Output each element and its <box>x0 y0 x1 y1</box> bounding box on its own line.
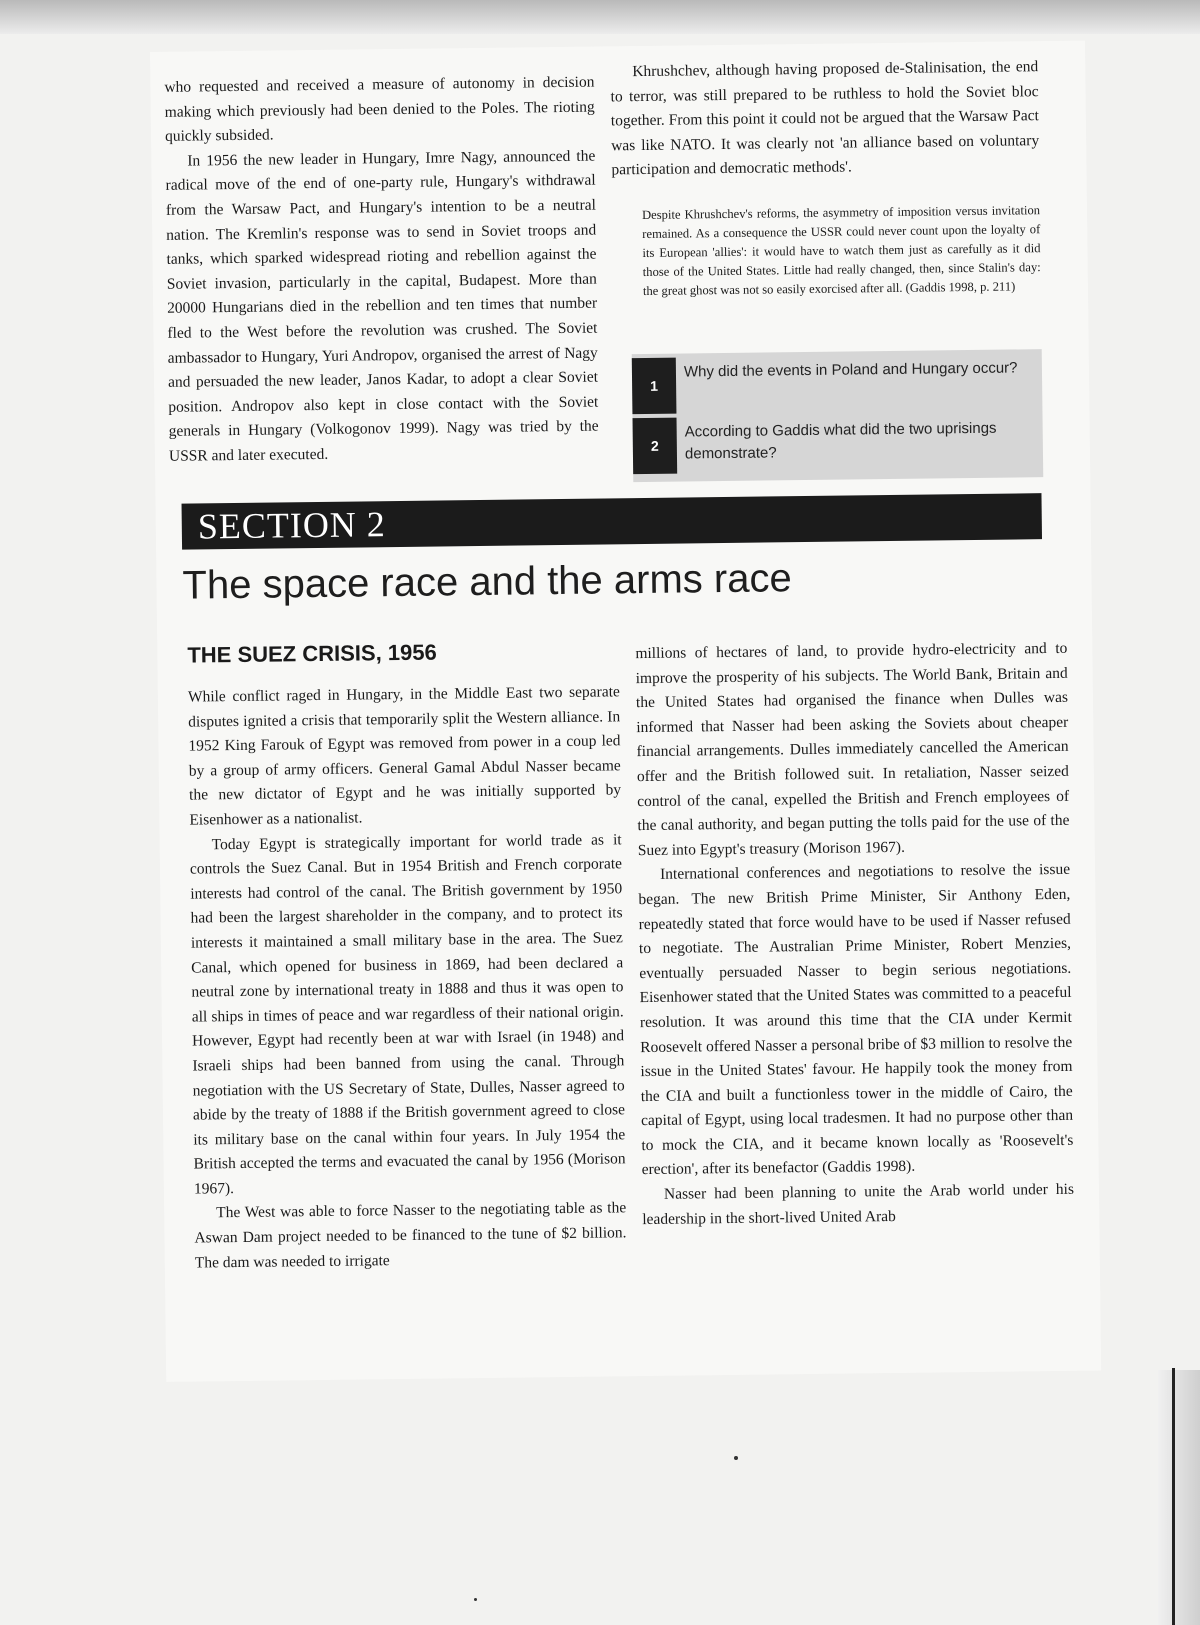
question-text: Why did the events in Poland and Hungary occur? <box>683 359 1018 381</box>
top-left-column <box>164 71 599 470</box>
body-paragraph: In 1956 the new leader in Hungary, Imre Nagy, announced the radical move of the end of one-party rule, Hungary's withdrawal from the Warsaw Pact, and Hungary's intention to be a neutral nation. The Kremlin's response was to send in Soviet troops and tanks, which sparked widespread rioting and rebellion against the Soviet invasion, particularly in the capital, Budapest. More than 20000 Hungarians died in the rebellion and ten times that number fled to the West before the revolution was crushed. The Soviet ambassador to Hungary, Yuri Andropov, organised the arrest of Nagy and persuaded the new leader, Janos Kadar, to adopt a clear Soviet position. Andropov also kept in close contact with the Soviet generals in Hungary (Volkogonov 1999). Nagy was tried by the USSR and later executed. <box>165 147 599 465</box>
bottom-right-column <box>635 637 1074 1232</box>
body-paragraph: The West was able to force Nasser to the negotiating table as the Aswan Dam project needed to be financed to the tune of $2 billion. The dam was needed to irrigate <box>194 1199 627 1272</box>
block-quote: Despite Khrushchev's reforms, the asymmetry of imposition versus invitation remained. As a consequence the USSR could never count upon the loyalty of its European 'allies': it would have to watch them just as carefully as it did those of the United States. Little had really changed, then, since Stalin's day: the great ghost was not so easily exorcised after all. (Gaddis 1998, p. 211) <box>641 203 1041 298</box>
question-box <box>632 349 1044 482</box>
section-label: SECTION 2 <box>197 504 387 547</box>
body-paragraph: While conflict raged in Hungary, in the Middle East two separate disputes ignited a crisis that temporarily split the Western alliance. In 1952 King Farouk of Egypt was removed from power in a coup led by a group of army officers. General Gamal Abdul Nasser became the new dictator of Egypt and he was initially supported by Eisenhower as a nationalist. <box>187 683 622 829</box>
bottom-left-column <box>188 680 627 1275</box>
top-right-column <box>610 55 1039 183</box>
body-paragraph: Nasser had been planning to unite the Arab world under his leadership in the short-lived United Arab <box>642 1180 1075 1228</box>
scan-speck <box>734 1456 738 1460</box>
body-paragraph: International conferences and negotiations to resolve the issue began. The new British Prime Minister, Sir Anthony Eden, repeatedly stated that force would have to be used if Nasser refused to negotiate. The Australian Prime Minister, Robert Menzies, eventually persuaded Nasser to begin serious negotiations. Eisenhower stated that the United States was committed to a peaceful resolution. It was around this time that the CIA under Kermit Roosevelt offered Nasser a personal bribe of $3 million to resolve the issue in the United States' favour. He happily took the money from the CIA and built a functionless tower in the middle of Cairo, the capital of Egypt, using local tradesmen. It had no purpose other than to mock the CIA, and it became known locally as 'Roosevelt's erection', after its benefactor (Gaddis 1998). <box>638 861 1074 1179</box>
question-number: 2 <box>633 418 678 475</box>
question-number: 1 <box>632 358 677 415</box>
book-page <box>150 41 1101 1382</box>
section-banner <box>182 493 1042 550</box>
scan-top-edge <box>0 0 1200 34</box>
question-text: According to Gaddis what did the two uprisings demonstrate? <box>684 419 997 463</box>
section-title: The space race and the arms race <box>182 556 792 608</box>
scan-speck <box>474 1598 477 1601</box>
question-item <box>633 413 1044 478</box>
suez-heading: THE SUEZ CRISIS, 1956 <box>187 639 437 668</box>
question-item <box>632 353 1043 418</box>
body-paragraph: millions of hectares of land, to provide hydro-electricity and to improve the prosperity of his subjects. The World Bank, Britain and the United States had organised the finance when Dulles was informed that Nasser had been asking the Soviets about cheaper financial arrangements. Dulles immediately cancelled the American offer and the British followed suit. In retaliation, Nasser seized control of the canal, expelled the British and French employees of the canal authority, and began putting the tolls paid for the use of the Suez into Egypt's treasury (Morison 1967). <box>635 639 1070 859</box>
body-paragraph: Today Egypt is strategically important for world trade as it controls the Suez Canal. But in 1954 British and French corporate interests had control of the canal. The British government by 1950 had been the largest shareholder in the company, and to protect its interests it maintained a small military base in the area. The Suez Canal, which opened for business in 1869, had been declared a neutral zone by international treaty in 1888 and thus it was open to all ships in times of peace and war regardless of their national origin. However, Egypt had recently been at war with Israel (in 1948) and Israeli ships had been banned from using the canal. Through negotiation with the US Secretary of State, Dulles, Nasser agreed to abide by the treaty of 1888 if the British government agreed to close its military base on the canal within four years. In July 1954 the British accepted the terms and evacuated the canal by 1956 (Morison 1967). <box>189 830 626 1198</box>
body-paragraph: who requested and received a measure of autonomy in decision making which previously had been denied to the Poles. The rioting quickly subsided. <box>164 73 595 146</box>
scan-right-shadow <box>1158 1370 1200 1625</box>
scan-right-edge-line <box>1172 1368 1175 1625</box>
body-paragraph: Khrushchev, although having proposed de-Stalinisation, the end to terror, was still prepared to be ruthless to hold the Soviet bloc together. From this point it could not be argued that the Warsaw Pact was like NATO. It was clearly not 'an alliance based on voluntary participation and democratic methods'. <box>610 58 1040 179</box>
